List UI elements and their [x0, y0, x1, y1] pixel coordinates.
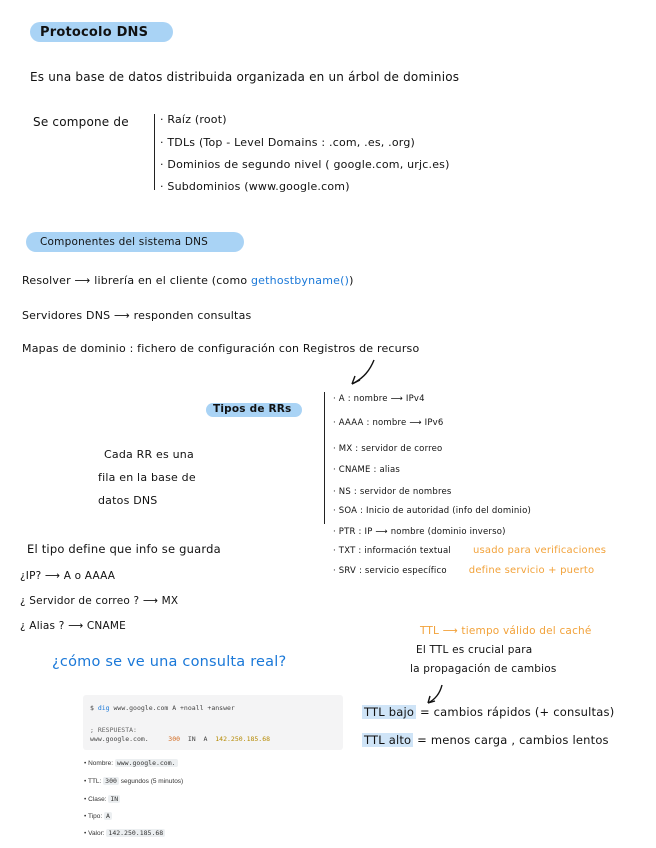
- ttl-bajo-label: TTL bajo: [364, 705, 415, 719]
- code-answer: [90, 735, 270, 743]
- field-label: Tipo:: [87, 813, 103, 820]
- ttl-bajo-line: [362, 705, 614, 719]
- code-prompt: $: [90, 704, 98, 712]
- compone-item: · Raíz (root): [160, 113, 227, 126]
- tipos-title: Tipos de RRs: [213, 403, 292, 415]
- rr-item: [333, 487, 452, 497]
- cada-rr-line: Cada RR es una: [104, 448, 194, 461]
- field-row: [84, 777, 183, 785]
- rr-item-note: define servicio + puerto: [468, 565, 595, 576]
- arrow-down-icon: [418, 683, 448, 707]
- tipo-define-title: El tipo define que info se guarda: [27, 542, 221, 556]
- answer-name: www.google.com.: [90, 735, 149, 743]
- field-extra: segundos (5 minutos): [120, 778, 184, 785]
- rr-item-text: · TXT : información textual: [333, 546, 451, 556]
- field-value: IN: [110, 795, 119, 803]
- code-command: [90, 704, 235, 712]
- page-title: Protocolo DNS: [40, 25, 149, 40]
- rr-item-note: usado para verificaciones: [472, 545, 607, 556]
- bullet-icon: •: [84, 796, 89, 803]
- bullet-icon: •: [84, 760, 89, 767]
- field-row: [84, 795, 120, 803]
- compone-item: · Subdominios (www.google.com): [160, 180, 350, 193]
- field-label: TTL:: [87, 778, 102, 785]
- rr-item: [333, 465, 400, 475]
- answer-ttl: 300: [168, 735, 181, 743]
- field-row: [84, 812, 112, 820]
- field-row: [84, 759, 178, 767]
- field-value: www.google.com.: [116, 759, 176, 767]
- field-value: 142.250.185.68: [108, 829, 164, 837]
- rr-item: [333, 506, 531, 516]
- arrow-down-icon: [340, 358, 380, 388]
- rr-item: [333, 545, 606, 556]
- code-dig: dig: [97, 704, 110, 712]
- mapas-line: Mapas de dominio : fichero de configuración con Registros de recurso: [22, 342, 420, 355]
- code-comment: ; RESPUESTA:: [90, 726, 137, 734]
- rr-item-text: · SRV : servicio específico: [333, 566, 447, 576]
- ttl-bajo-text: = cambios rápidos (+ consultas): [419, 705, 615, 719]
- answer-ip: 142.250.185.68: [215, 735, 271, 743]
- ttl-crucial-line: la propagación de cambios: [410, 663, 557, 675]
- ttl-alto-label: TTL alto: [364, 733, 412, 747]
- compone-item: · Dominios de segundo nivel ( google.com, urjc.es): [160, 158, 450, 171]
- ttl-orange-note: TTL ⟶ tiempo válido del caché: [420, 625, 592, 637]
- rr-item-text: · MX : servidor de correo: [333, 444, 443, 454]
- cada-rr-line: fila en la base de: [98, 471, 196, 484]
- field-value: 300: [105, 777, 117, 785]
- code-args: www.google.com A +noall +answer: [109, 704, 235, 712]
- ttl-crucial-line: El TTL es crucial para: [416, 644, 533, 656]
- compone-item: · TDLs (Top - Level Domains : .com, .es, .org): [160, 136, 416, 149]
- ttl-alto-text: = menos carga , cambios lentos: [417, 733, 609, 747]
- compone-label: Se compone de: [33, 115, 129, 129]
- rr-item: [333, 527, 506, 537]
- cada-rr-line: datos DNS: [98, 494, 158, 507]
- answer-type: A: [203, 735, 208, 743]
- compone-bracket: [154, 114, 155, 190]
- resolver-line: [22, 274, 354, 287]
- field-row: [84, 829, 165, 837]
- tipo-define-line: ¿ Servidor de correo ? ⟶ MX: [20, 595, 179, 607]
- componentes-title: Componentes del sistema DNS: [40, 236, 209, 248]
- rr-item: [333, 394, 425, 404]
- resolver-text: Resolver ⟶ librería en el cliente (como: [22, 274, 251, 287]
- answer-class: IN: [187, 735, 196, 743]
- bullet-icon: •: [84, 778, 88, 785]
- consulta-title: ¿cómo se ve una consulta real?: [52, 654, 287, 670]
- ttl-alto-line: [362, 733, 609, 747]
- rr-item: [333, 418, 444, 428]
- field-label: Valor:: [88, 830, 105, 837]
- rr-item: [333, 565, 594, 576]
- resolver-suffix: ): [349, 274, 354, 287]
- bullet-icon: •: [84, 813, 88, 820]
- resolver-function: gethostbyname(): [251, 274, 350, 287]
- rr-item-text: · CNAME : alias: [333, 465, 401, 475]
- servidores-line: Servidores DNS ⟶ responden consultas: [22, 309, 252, 322]
- rr-item-text: · PTR : IP ⟶ nombre (dominio inverso): [333, 527, 506, 537]
- tipo-define-line: ¿ Alias ? ⟶ CNAME: [20, 620, 126, 632]
- field-value: A: [106, 812, 110, 820]
- rr-item-text: · AAAA : nombre ⟶ IPv6: [333, 418, 444, 428]
- field-label: Clase:: [88, 796, 107, 803]
- rr-item: [333, 444, 442, 454]
- rr-item-text: · NS : servidor de nombres: [333, 487, 452, 497]
- rr-item-text: · A : nombre ⟶ IPv4: [333, 394, 425, 404]
- field-label: Nombre:: [88, 760, 114, 767]
- rr-bracket: [324, 392, 325, 524]
- tipo-define-line: ¿IP? ⟶ A o AAAA: [20, 570, 116, 582]
- bullet-icon: •: [84, 830, 89, 837]
- intro-text: Es una base de datos distribuida organizada en un árbol de dominios: [30, 70, 460, 84]
- rr-item-text: · SOA : Inicio de autoridad (info del dominio): [333, 506, 531, 516]
